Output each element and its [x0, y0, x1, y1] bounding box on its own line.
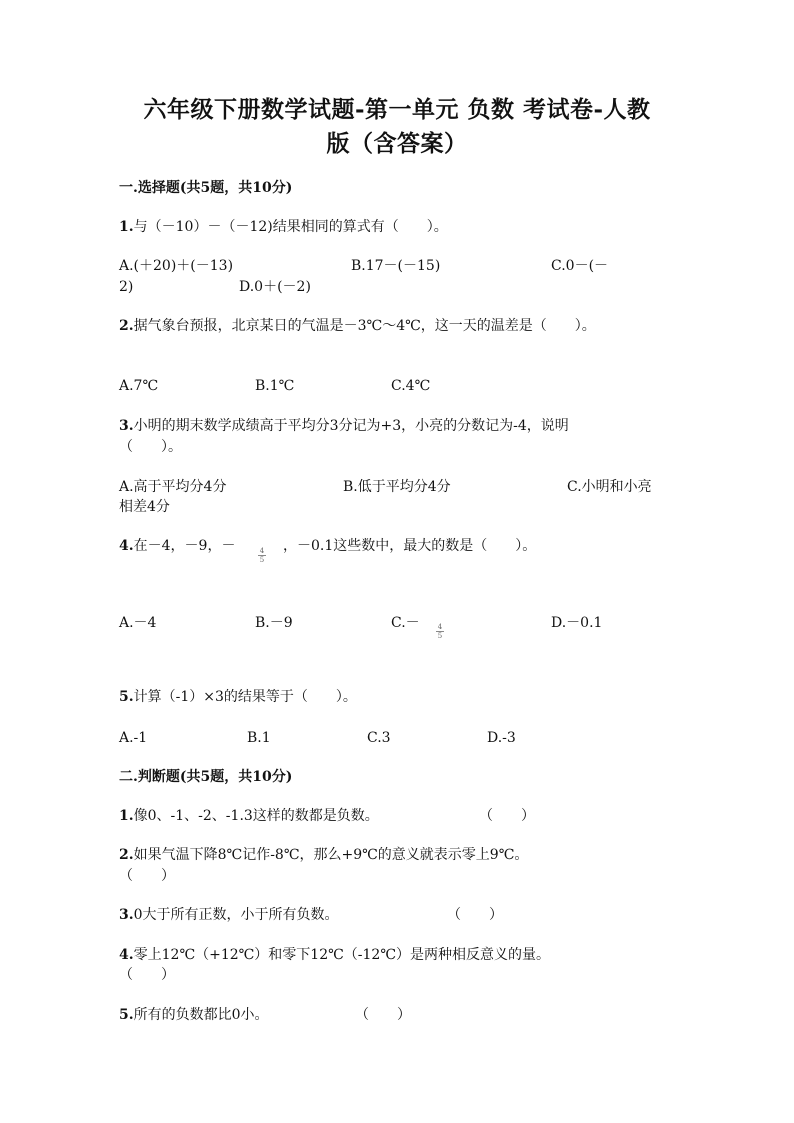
judgement-2 [119, 845, 528, 865]
option-a: A.7℃ [119, 378, 159, 394]
answer-paren: （ ） [479, 808, 535, 824]
question-text: 如果气温下降8℃记作-8℃，那么+9℃的意义就表示零上9℃。 [133, 847, 529, 863]
option-b: B.17－(－15) [351, 258, 441, 274]
judgement-1 [119, 806, 379, 826]
option-a: A.(＋20)＋(－13) [119, 258, 234, 274]
option-c-continued: 相差4分 [119, 499, 170, 515]
fraction-denominator: 5 [437, 632, 443, 640]
question-number: 2. [119, 318, 134, 334]
question-number: 5. [119, 1007, 134, 1023]
option-d: D.-3 [487, 730, 516, 746]
question-text: 据气象台预报，北京某日的气温是－3℃～4℃，这一天的温差是（ ）。 [133, 318, 596, 334]
judgement-4 [119, 945, 550, 965]
question-5 [119, 687, 357, 707]
question-number: 4. [119, 538, 134, 554]
section-heading-choice: 一.选择题(共5题，共10分) [119, 180, 293, 196]
option-b: B.1 [247, 730, 271, 746]
question-number: 5. [119, 689, 134, 705]
fraction-four-fifths [257, 547, 267, 564]
answer-paren: （ ） [447, 907, 503, 923]
option-a: A.－4 [119, 615, 157, 631]
option-d: D.0＋(－2) [239, 279, 311, 295]
option-c: C.小明和小亮 [567, 479, 652, 495]
fraction-numerator: 4 [437, 623, 443, 631]
judgement-5 [119, 1005, 269, 1025]
question-number: 3. [119, 907, 134, 923]
answer-paren: （ ） [119, 868, 175, 884]
option-b: B.低于平均分4分 [343, 479, 451, 495]
question-text-end: ，－0.1这些数中，最大的数是（ ）。 [283, 538, 537, 554]
page-title-line2: 版（含答案） [326, 130, 468, 157]
option-a: A.高于平均分4分 [119, 479, 227, 495]
question-3-answer-blank: （ ）。 [119, 439, 182, 455]
question-4 [119, 536, 235, 556]
answer-paren: （ ） [119, 967, 175, 983]
answer-paren: （ ） [355, 1007, 411, 1023]
question-text-start: 在－4，－9，－ [133, 538, 236, 554]
fraction-four-fifths [435, 623, 445, 640]
question-number: 4. [119, 947, 134, 963]
option-a: A.-1 [119, 730, 148, 746]
question-2 [119, 316, 596, 336]
option-c: C.4℃ [391, 378, 431, 394]
question-text: 零上12℃（+12℃）和零下12℃（-12℃）是两种相反意义的量。 [133, 947, 550, 963]
question-3 [119, 416, 569, 436]
option-b: B.－9 [255, 615, 293, 631]
question-text: 像0、-1、-2、-1.3这样的数都是负数。 [133, 808, 379, 824]
option-d: D.－0.1 [551, 615, 603, 631]
option-c: C.0－(－ [551, 258, 609, 274]
question-text: 计算（-1）×3的结果等于（ ）。 [133, 689, 357, 705]
section-heading-judgement: 二.判断题(共5题，共10分) [119, 769, 293, 785]
question-text: 与（－10）－（－12)结果相同的算式有（ ）。 [133, 219, 448, 235]
question-number: 1. [119, 808, 134, 824]
question-number: 3. [119, 418, 134, 434]
option-c: C.3 [367, 730, 391, 746]
option-c: C.－ [391, 615, 420, 631]
judgement-3 [119, 905, 339, 925]
question-text: 所有的负数都比0小。 [133, 1007, 269, 1023]
question-number: 1. [119, 219, 134, 235]
question-text: 0大于所有正数，小于所有负数。 [133, 907, 339, 923]
question-1 [119, 217, 448, 237]
question-number: 2. [119, 847, 134, 863]
fraction-numerator: 4 [259, 547, 265, 555]
option-b: B.1℃ [255, 378, 295, 394]
option-c-continued: 2) [119, 279, 134, 295]
page-title-line1: 六年级下册数学试题-第一单元 负数 考试卷-人教 [143, 96, 651, 123]
question-text: 小明的期末数学成绩高于平均分3分记为+3，小亮的分数记为-4，说明 [133, 418, 569, 434]
fraction-denominator: 5 [259, 556, 265, 564]
